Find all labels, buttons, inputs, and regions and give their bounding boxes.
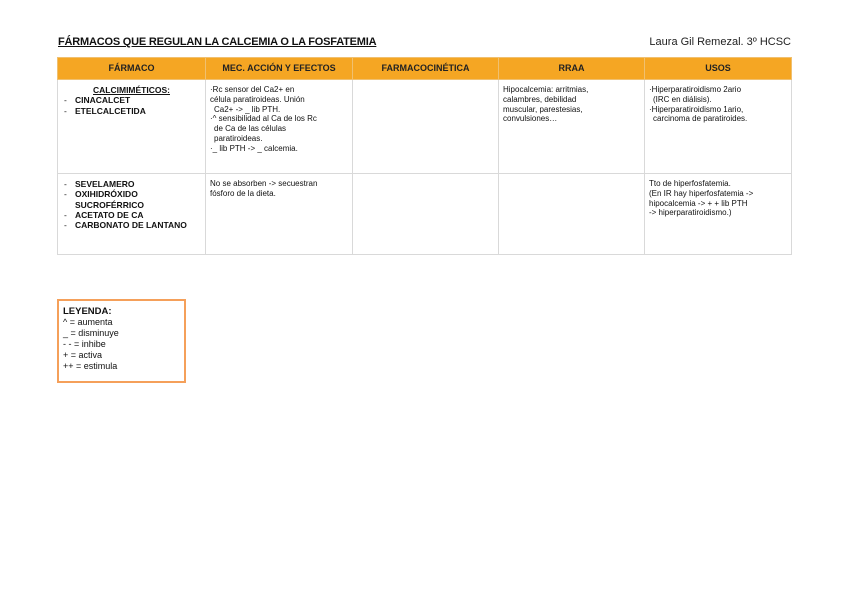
text-line: paratiroideas. — [214, 133, 263, 143]
document-title: FÁRMACOS QUE REGULAN LA CALCEMIA O LA FOSFATEMIA — [58, 36, 377, 48]
header-mecanismo: MEC. ACCIÓN Y EFECTOS — [206, 58, 353, 80]
header-farmacocinetica: FARMACOCINÉTICA — [353, 58, 499, 80]
legend-item: _ = disminuye — [63, 328, 119, 339]
cell-farmacocinetica — [353, 174, 499, 255]
text-line: ·Hiperparatiroidismo 2ario — [649, 85, 742, 94]
cell-usos — [645, 174, 792, 255]
drugs-table — [57, 57, 792, 255]
text-line: No se absorben -> secuestran — [210, 179, 318, 188]
cell-farmaco — [58, 174, 206, 255]
legend-title: LEYENDA: — [63, 306, 112, 317]
author-label: Laura Gil Remezal. 3º HCSC — [649, 36, 791, 48]
text-line: Hipocalcemia: arritmias, — [503, 85, 589, 94]
drug-list — [62, 179, 201, 231]
drug-item: - CARBONATO DE LANTANO — [62, 220, 201, 230]
text-line: hipocalcemia -> + + lib PTH — [649, 198, 748, 208]
text-line: ·Rc sensor del Ca2+ en — [210, 85, 295, 94]
legend-item: ++ = estimula — [63, 360, 118, 371]
text-line: carcinoma de paratiroides. — [653, 114, 748, 124]
drug-item: - CINACALCET — [62, 95, 201, 105]
cell-farmacocinetica — [353, 80, 499, 174]
text-line: calambres, debilidad — [503, 94, 577, 104]
header-farmaco: FÁRMACO — [58, 58, 206, 80]
text-line: convulsiones… — [503, 114, 558, 124]
legend-item: + = activa — [63, 349, 103, 360]
cell-farmaco — [58, 80, 206, 174]
legend-item: ^ = aumenta — [63, 317, 113, 328]
legend-box — [57, 299, 186, 383]
legend-item: - - = inhibe — [63, 338, 106, 349]
cell-mecanismo — [206, 174, 353, 255]
cell-usos — [645, 80, 792, 174]
text-line: Ca2+ -> _ lib PTH. — [214, 104, 281, 114]
header-usos: USOS — [645, 58, 792, 80]
text-line: (IRC en diálisis). — [653, 94, 712, 104]
text-line: -> hiperparatiroidismo.) — [649, 208, 732, 218]
cell-rraa — [499, 174, 645, 255]
text-line: Tto de hiperfosfatemia. — [649, 179, 731, 188]
text-line: ·Hiperparatiroidismo 1ario, — [649, 104, 744, 114]
drug-list — [62, 95, 201, 116]
table-row — [58, 80, 792, 174]
drug-item: - OXIHIDRÓXIDO SUCROFÉRRICO — [62, 189, 201, 210]
text-line: muscular, parestesias, — [503, 104, 583, 114]
cell-mecanismo — [206, 80, 353, 174]
text-line: fósforo de la dieta. — [210, 188, 276, 198]
text-line: de Ca de las células — [214, 124, 287, 133]
table-row — [58, 174, 792, 255]
table-header-row — [58, 58, 792, 80]
text-line: (En IR hay hiperfosfatemia -> — [649, 188, 754, 198]
drug-item: - ACETATO DE CA — [62, 210, 201, 220]
text-line: ·_ lib PTH -> _ calcemia. — [210, 143, 298, 153]
cell-rraa — [499, 80, 645, 174]
text-line: ·^ sensibilidad al Ca de los Rc — [210, 114, 317, 124]
drug-group-heading: CALCIMIMÉTICOS: — [93, 85, 170, 95]
header-rraa: RRAA — [499, 58, 645, 80]
drug-item: - SEVELAMERO — [62, 179, 201, 189]
drug-item: - ETELCALCETIDA — [62, 106, 201, 116]
text-line: célula paratiroideas. Unión — [210, 94, 305, 104]
